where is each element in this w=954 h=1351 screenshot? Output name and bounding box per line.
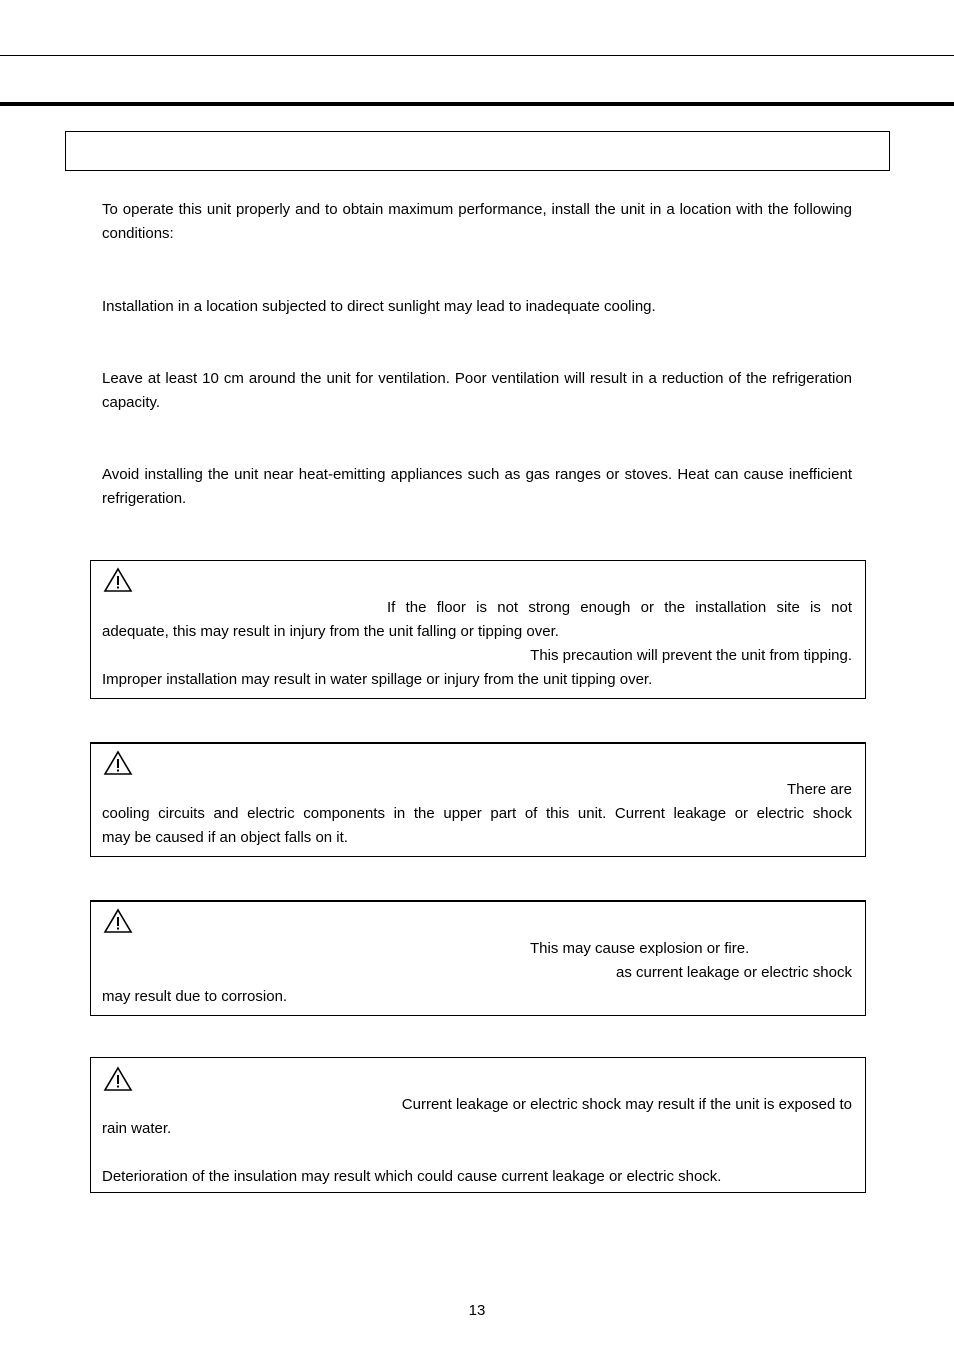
caution-line: This precaution will prevent the unit from tipping.: [530, 647, 852, 664]
caution-line: There are: [786, 781, 852, 798]
caution-line: Improper installation may result in water spillage or injury from the unit tipping over.: [102, 671, 653, 688]
warning-triangle-icon: [103, 567, 133, 593]
caution-line: cooling circuits and electric components in the upper part of this unit. Current leakage or electric shock: [102, 805, 852, 822]
sunlight-paragraph: Installation in a location subjected to direct sunlight may lead to inadequate cooling.: [102, 298, 656, 315]
heat-paragraph: Avoid installing the unit near heat-emitting appliances such as gas ranges or stoves. Heat can cause inefficient refrigeration.: [102, 466, 852, 507]
caution-line: Current leakage or electric shock may result if the unit is exposed to: [401, 1096, 852, 1113]
caution-text: [102, 778, 852, 850]
caution-text: [102, 596, 852, 692]
caution-line: If the floor is not strong enough or the installation site is not: [387, 599, 852, 616]
caution-text: [102, 937, 852, 1009]
warning-triangle-icon: [103, 750, 133, 776]
ventilation-paragraph: Leave at least 10 cm around the unit for ventilation. Poor ventilation will result in a reduction of the refrigeration capacity.: [102, 370, 852, 411]
caution-line: may be caused if an object falls on it.: [102, 829, 348, 846]
caution-text: [102, 1093, 852, 1189]
warning-triangle-icon: [103, 908, 133, 934]
header-rule-thick: [0, 102, 954, 106]
caution-box-floor: [90, 560, 866, 699]
warning-triangle-icon: [103, 1066, 133, 1092]
caution-line: as current leakage or electric shock: [616, 964, 852, 981]
caution-box-outdoor: [90, 1057, 866, 1193]
page-number: 13: [468, 1302, 486, 1319]
header-rule-thin: [0, 55, 954, 56]
caution-line: may result due to corrosion.: [102, 988, 288, 1005]
section-title-box: [65, 131, 890, 171]
caution-box-flammable: [90, 900, 866, 1016]
caution-line: This may cause explosion or fire.: [530, 940, 750, 957]
intro-paragraph: To operate this unit properly and to obtain maximum performance, install the unit in a location with the following conditions:: [102, 201, 852, 242]
caution-box-top-objects: [90, 742, 866, 857]
caution-line: adequate, this may result in injury from the unit falling or tipping over.: [102, 623, 559, 640]
caution-line: Deterioration of the insulation may result which could cause current leakage or electric shock.: [102, 1168, 722, 1185]
caution-line: rain water.: [102, 1120, 172, 1137]
